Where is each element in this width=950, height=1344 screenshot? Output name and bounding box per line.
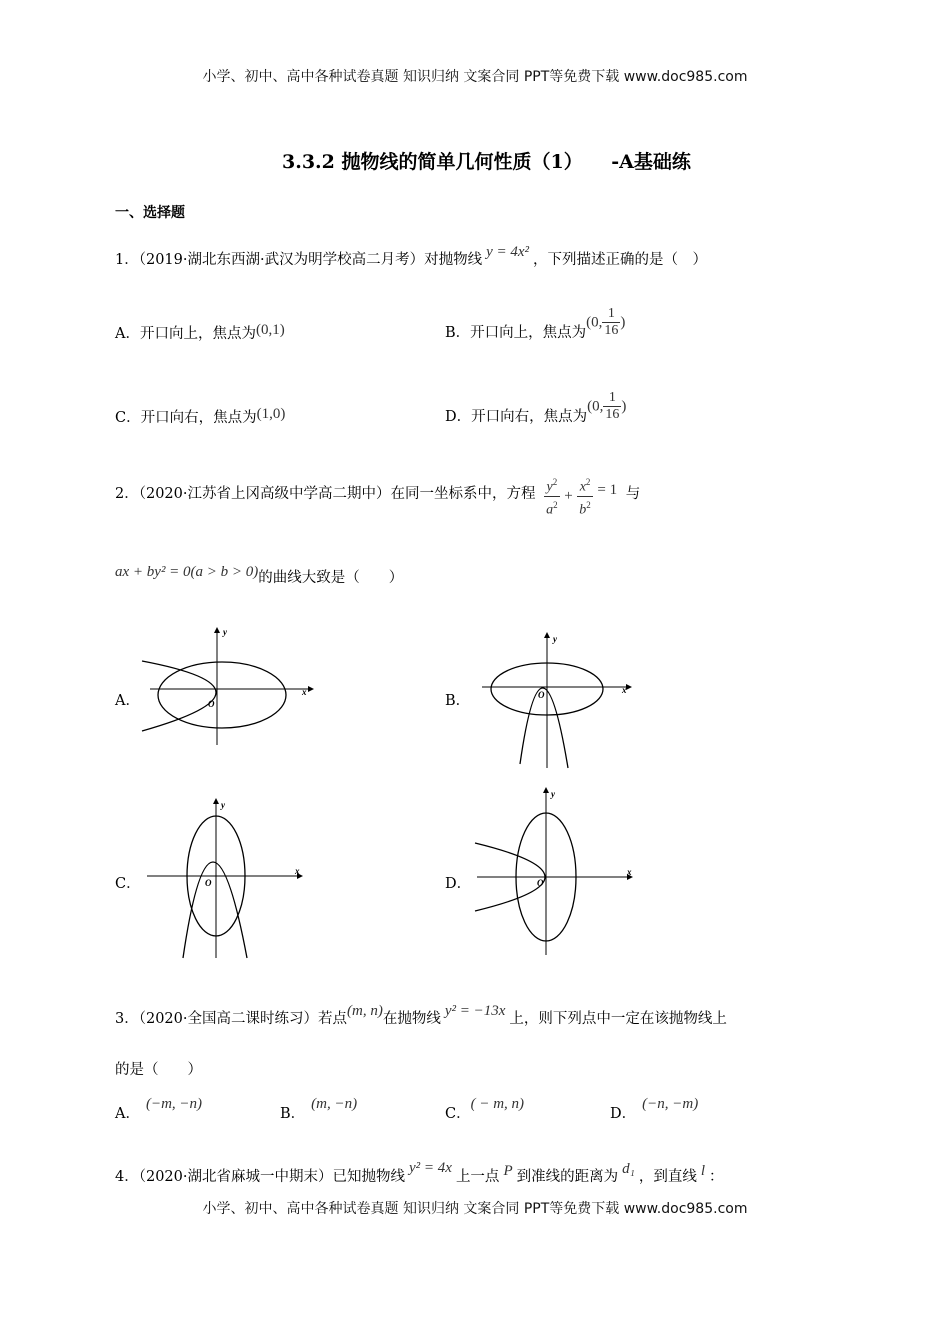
q2-a-origin-label: O <box>208 699 215 709</box>
q3-number: 3． <box>115 1011 139 1027</box>
q2-graph-a <box>140 625 320 753</box>
q4-point: P <box>503 1163 513 1179</box>
q3-option-a-math: (−m, −n) <box>145 1096 203 1112</box>
q3-option-c-math: ( − m, n) <box>470 1096 525 1112</box>
q3-option-b <box>280 1096 358 1123</box>
q2-line2-text: 的曲线大致是（ ） <box>258 570 404 586</box>
q4-formula: y² = 4x <box>409 1160 452 1176</box>
section-heading-choice: 一、选择题 <box>115 205 185 221</box>
question-4-stem <box>115 1160 724 1186</box>
q1-option-b-suffix: ) <box>620 314 626 331</box>
question-1-stem <box>115 244 708 269</box>
q2-fraction-x: $\frac{x^2}{b^2}$ <box>577 474 593 518</box>
q1-option-a-label: A．开口向上，焦点为 <box>115 326 256 342</box>
q3-option-d <box>610 1096 699 1123</box>
q3-source: （2020·全国高二课时练习） <box>138 1011 318 1027</box>
q1-formula: y = 4x² <box>486 244 530 260</box>
q2-b-x-label: x <box>622 685 627 695</box>
q2-graph-b <box>478 630 638 770</box>
q1-option-b-prefix: (0, <box>586 314 603 331</box>
q1-option-b-fraction <box>602 306 620 339</box>
q2-text-mid: 与 <box>625 486 641 503</box>
q2-graph-c <box>145 796 310 960</box>
page-footer: 小学、初中、高中各种试卷真题 知识归纳 文案合同 PPT等免费下载 www.doc985.com <box>202 1201 748 1217</box>
q3-text-before: 若点 <box>318 1011 347 1027</box>
q2-text-before: 在同一坐标系中，方程 <box>390 486 536 503</box>
q3-option-a-label: A． <box>115 1106 140 1122</box>
q3-option-c-label: C． <box>445 1106 471 1122</box>
q4-distance: d₁ <box>622 1161 635 1177</box>
q2-line-2 <box>115 566 403 587</box>
q4-text-mid2: 到准线的距离为 <box>516 1169 619 1185</box>
q2-source: （2020·江苏省上冈高级中学高二期中） <box>138 486 391 503</box>
page-title: 3.3.2 抛物线的简单几何性质（1） -A基础练 <box>282 151 691 173</box>
q4-text-before: 已知抛物线 <box>332 1169 405 1185</box>
q2-d-x-label: x <box>627 867 632 877</box>
q2-d-y-label: y <box>551 789 555 799</box>
q2-option-c-label: C． <box>115 876 141 892</box>
q2-c-x-label: x <box>295 866 300 876</box>
question-2-stem: 2．（2020·江苏省上冈高级中学高二期中）在同一坐标系中，方程 $\frac{y^2}{a^2}$ + $\frac{x^2}{b^2}$ = 1 与 <box>115 474 640 518</box>
q2-option-b-label: B． <box>445 693 471 709</box>
q3-formula: y² = −13x <box>444 1003 506 1019</box>
q4-text-mid: 上一点 <box>455 1169 500 1185</box>
q2-line2-math: ax + by² = 0(a > b > 0) <box>115 564 259 580</box>
q3-option-a <box>115 1096 203 1123</box>
q1-option-a-math: (0,1) <box>255 322 285 338</box>
q1-option-b-label: B．开口向上，焦点为 <box>445 324 587 341</box>
page-header: 小学、初中、高中各种试卷真题 知识归纳 文案合同 PPT等免费下载 www.doc985.com <box>202 69 748 85</box>
q1-option-d-num: 1 <box>603 390 621 407</box>
q3-option-d-math: (−n, −m) <box>642 1096 699 1112</box>
q3-option-c <box>445 1096 525 1123</box>
q4-source: （2020·湖北省麻城一中期末） <box>138 1169 333 1185</box>
q2-fraction-y: $\frac{y^2}{a^2}$ <box>544 474 560 518</box>
q3-point: (m, n) <box>347 1003 383 1019</box>
q1-option-b <box>445 306 625 339</box>
q3-option-b-math: (m, −n) <box>311 1096 358 1112</box>
q2-number: 2． <box>115 486 139 503</box>
q1-option-c-label: C．开口向右，焦点为 <box>115 410 257 426</box>
q3-option-d-label: D． <box>610 1106 637 1122</box>
q3-text-after: 上，则下列点中一定在该抛物线上 <box>509 1011 727 1027</box>
q1-option-d-label: D．开口向右，焦点为 <box>445 408 588 425</box>
q1-number: 1． <box>115 252 139 268</box>
q1-text-before: 对抛物线 <box>424 252 483 268</box>
q1-option-d-den: 16 <box>605 407 620 422</box>
q1-option-c <box>115 406 285 427</box>
q1-option-d-fraction <box>603 390 621 423</box>
q1-option-b-num: 1 <box>602 306 620 323</box>
q2-eq-tail: = 1 <box>597 482 618 499</box>
q4-number: 4． <box>115 1169 139 1185</box>
q1-option-d-suffix: ) <box>621 398 627 415</box>
q4-colon: ： <box>709 1169 724 1185</box>
q2-option-a-label: A． <box>115 693 140 709</box>
q3-line-2: 的是（ ） <box>115 1062 202 1078</box>
q4-line: l <box>700 1163 705 1179</box>
q1-text-after: ，下列描述正确的是（ ） <box>533 252 708 268</box>
question-3-stem <box>115 1003 727 1028</box>
q1-option-a <box>115 322 285 343</box>
q3-text-mid: 在抛物线 <box>382 1011 441 1027</box>
q2-d-origin-label: O <box>537 878 544 888</box>
q1-source: （2019·湖北东西湖·武汉为明学校高二月考） <box>138 252 425 268</box>
q1-option-d-prefix: (0, <box>587 398 604 415</box>
q2-option-d-label: D． <box>445 876 472 892</box>
q1-option-c-math: (1,0) <box>256 406 286 422</box>
q2-c-y-label: y <box>221 800 225 810</box>
q2-b-origin-label: O <box>538 690 545 700</box>
q1-option-b-den: 16 <box>604 323 619 338</box>
q2-b-y-label: y <box>553 634 557 644</box>
q3-option-b-label: B． <box>280 1106 306 1122</box>
q1-option-d <box>445 390 626 423</box>
q2-c-origin-label: O <box>205 878 212 888</box>
q2-a-y-label: y <box>223 627 227 637</box>
q2-graph-d <box>475 785 640 955</box>
q4-text-after: ，到直线 <box>638 1169 697 1185</box>
q2-a-x-label: x <box>302 687 307 697</box>
